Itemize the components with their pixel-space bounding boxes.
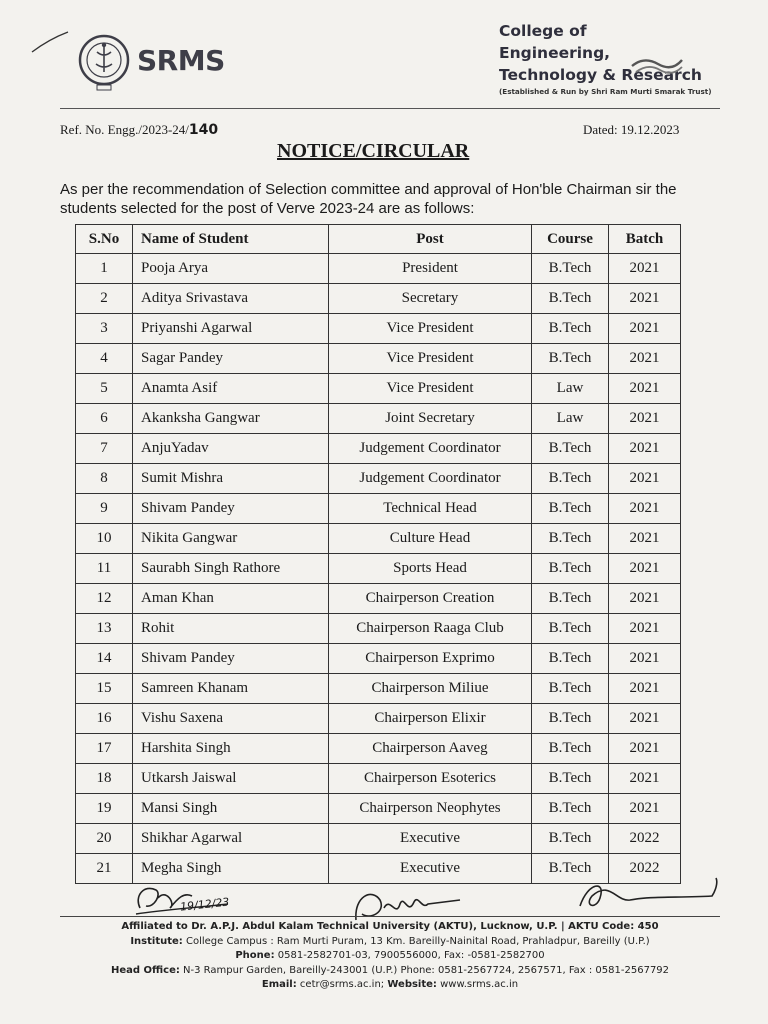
footer [40,920,740,993]
cell-course: B.Tech [532,344,609,374]
cell-name: Vishu Saxena [133,704,329,734]
table-row [76,734,681,764]
cell-sno: 14 [76,644,133,674]
footer-phone [40,949,740,964]
date-line: Dated: 19.12.2023 [583,122,680,137]
footer-contact [40,978,740,993]
cell-name: Anamta Asif [133,374,329,404]
cell-batch: 2021 [609,554,681,584]
table-row [76,524,681,554]
cell-name: Priyanshi Agarwal [133,314,329,344]
cell-post: Vice President [329,314,532,344]
cell-name: AnjuYadav [133,434,329,464]
cell-sno: 6 [76,404,133,434]
signature-3-icon [570,876,720,916]
cell-sno: 5 [76,374,133,404]
cell-post: Chairperson Exprimo [329,644,532,674]
cell-name: Mansi Singh [133,794,329,824]
cell-course: B.Tech [532,794,609,824]
cell-sno: 1 [76,254,133,284]
cell-course: B.Tech [532,284,609,314]
website-link[interactable]: www.srms.ac.in [440,979,519,990]
table-row [76,284,681,314]
header-course: Course [532,225,609,254]
cell-sno: 16 [76,704,133,734]
cell-post: Secretary [329,284,532,314]
cell-batch: 2021 [609,794,681,824]
cell-course: B.Tech [532,314,609,344]
college-line: Engineering, [499,44,611,62]
cell-course: B.Tech [532,254,609,284]
cell-batch: 2021 [609,314,681,344]
cell-post: Executive [329,824,532,854]
srms-seal-icon [78,30,130,94]
table-row [76,614,681,644]
cell-sno: 11 [76,554,133,584]
header-divider [60,108,720,109]
cell-post: Joint Secretary [329,404,532,434]
cell-post: Chairperson Neophytes [329,794,532,824]
cell-name: Pooja Arya [133,254,329,284]
cell-post: President [329,254,532,284]
footer-head-office [40,964,740,979]
cell-batch: 2021 [609,494,681,524]
cell-post: Vice President [329,344,532,374]
cell-name: Shivam Pandey [133,494,329,524]
cell-sno: 2 [76,284,133,314]
table-row [76,554,681,584]
cell-course: B.Tech [532,674,609,704]
cell-course: Law [532,374,609,404]
cell-name: Megha Singh [133,854,329,884]
cell-name: Nikita Gangwar [133,524,329,554]
cell-course: B.Tech [532,464,609,494]
cell-name: Shivam Pandey [133,644,329,674]
table-row [76,404,681,434]
cell-post: Technical Head [329,494,532,524]
cell-course: B.Tech [532,764,609,794]
cell-batch: 2021 [609,614,681,644]
cell-sno: 21 [76,854,133,884]
cell-name: Saurabh Singh Rathore [133,554,329,584]
email-label: Email: [261,979,297,990]
cell-sno: 7 [76,434,133,464]
head-office-label: Head Office: [110,964,180,976]
cell-batch: 2021 [609,734,681,764]
cell-batch: 2021 [609,344,681,374]
table-row [76,464,681,494]
cell-sno: 18 [76,764,133,794]
cell-post: Chairperson Creation [329,584,532,614]
table-row [76,434,681,464]
table-body [76,225,681,884]
cell-name: Shikhar Agarwal [133,824,329,854]
header-post: Post [329,225,532,254]
phone-label: Phone: [235,950,275,961]
cell-sno: 8 [76,464,133,494]
footer-divider [60,916,720,917]
cell-name: Akanksha Gangwar [133,404,329,434]
table-row [76,584,681,614]
cell-post: Executive [329,854,532,884]
reference-number [60,122,218,138]
cell-sno: 17 [76,734,133,764]
college-subtitle: (Established & Run by Shri Ram Murti Smarak Trust) [499,87,712,96]
cell-batch: 2021 [609,434,681,464]
wave-emblem-icon [630,54,684,78]
cell-post: Vice President [329,374,532,404]
ref-handwritten-number: 140 [188,122,219,138]
table-row [76,794,681,824]
logo-text: SRMS [137,44,225,77]
cell-batch: 2021 [609,374,681,404]
cell-course: B.Tech [532,494,609,524]
cell-batch: 2021 [609,584,681,614]
cell-course: B.Tech [532,584,609,614]
cell-course: B.Tech [532,854,609,884]
head-office-address: N-3 Rampur Garden, Bareilly-243001 (U.P.) Phone: 0581-2567724, 2567571, Fax : 0581-2567792 [183,964,670,976]
college-line: College of [499,22,587,40]
affiliation-text: Affiliated to Dr. A.P.J. Abdul Kalam Technical University (AKTU), Lucknow, U.P. | AKTU Code: 450 [121,921,659,932]
cell-sno: 3 [76,314,133,344]
cell-batch: 2021 [609,464,681,494]
signature-1-date: 19/12/23 [179,895,230,914]
cell-name: Rohit [133,614,329,644]
cell-sno: 15 [76,674,133,704]
cell-post: Sports Head [329,554,532,584]
ref-label: Ref. No. Engg./2023-24/ [60,122,189,137]
pen-tick-icon [30,30,70,60]
table-header-row [76,225,681,254]
cell-course: B.Tech [532,734,609,764]
selected-students-table [75,224,681,884]
cell-batch: 2021 [609,284,681,314]
table-row [76,374,681,404]
cell-name: Samreen Khanam [133,674,329,704]
college-line: Technology & Research [499,66,702,84]
footer-affiliation [40,920,740,935]
website-label: Website: [387,979,437,990]
cell-course: B.Tech [532,524,609,554]
cell-post: Chairperson Aaveg [329,734,532,764]
institute-address: College Campus : Ram Murti Puram, 13 Km. Bareilly-Nainital Road, Prahladpur, Bareilly (U.P.) [185,935,650,947]
cell-course: B.Tech [532,554,609,584]
cell-post: Chairperson Esoterics [329,764,532,794]
intro-paragraph: As per the recommendation of Selection committee and approval of Hon'ble Chairman sir the students selected for the post of Verve 2023-24 are as follows: [60,181,677,217]
table-row [76,314,681,344]
cell-name: Aditya Srivastava [133,284,329,314]
phone-numbers: 0581-2582701-03, 7900556000, Fax: -0581-2582700 [277,950,545,961]
cell-post: Judgement Coordinator [329,464,532,494]
header-batch: Batch [609,225,681,254]
institute-label: Institute: [130,935,183,947]
cell-course: B.Tech [532,434,609,464]
cell-sno: 13 [76,614,133,644]
table-row [76,344,681,374]
cell-batch: 2022 [609,824,681,854]
cell-course: B.Tech [532,614,609,644]
table-row [76,764,681,794]
cell-course: B.Tech [532,644,609,674]
cell-sno: 4 [76,344,133,374]
cell-sno: 20 [76,824,133,854]
cell-name: Harshita Singh [133,734,329,764]
table-row [76,644,681,674]
table-row [76,674,681,704]
cell-sno: 10 [76,524,133,554]
table-row [76,824,681,854]
cell-batch: 2021 [609,644,681,674]
cell-name: Sumit Mishra [133,464,329,494]
cell-batch: 2021 [609,764,681,794]
cell-sno: 19 [76,794,133,824]
table-row [76,254,681,284]
cell-course: B.Tech [532,824,609,854]
header-sno: S.No [76,225,133,254]
cell-batch: 2022 [609,854,681,884]
srms-logo [70,28,230,98]
cell-course: Law [532,404,609,434]
cell-name: Sagar Pandey [133,344,329,374]
footer-institute [40,935,740,950]
cell-batch: 2021 [609,254,681,284]
cell-post: Chairperson Miliue [329,674,532,704]
cell-post: Chairperson Elixir [329,704,532,734]
cell-sno: 12 [76,584,133,614]
header-name: Name of Student [133,225,329,254]
cell-batch: 2021 [609,404,681,434]
cell-course: B.Tech [532,704,609,734]
cell-batch: 2021 [609,704,681,734]
cell-post: Chairperson Raaga Club [329,614,532,644]
table-row [76,704,681,734]
cell-post: Judgement Coordinator [329,434,532,464]
cell-name: Utkarsh Jaiswal [133,764,329,794]
table-row [76,494,681,524]
cell-batch: 2021 [609,524,681,554]
cell-post: Culture Head [329,524,532,554]
cell-name: Aman Khan [133,584,329,614]
notice-title: NOTICE/CIRCULAR [277,140,470,162]
email-link[interactable]: cetr@srms.ac.in; [299,979,385,990]
cell-batch: 2021 [609,674,681,704]
cell-sno: 9 [76,494,133,524]
